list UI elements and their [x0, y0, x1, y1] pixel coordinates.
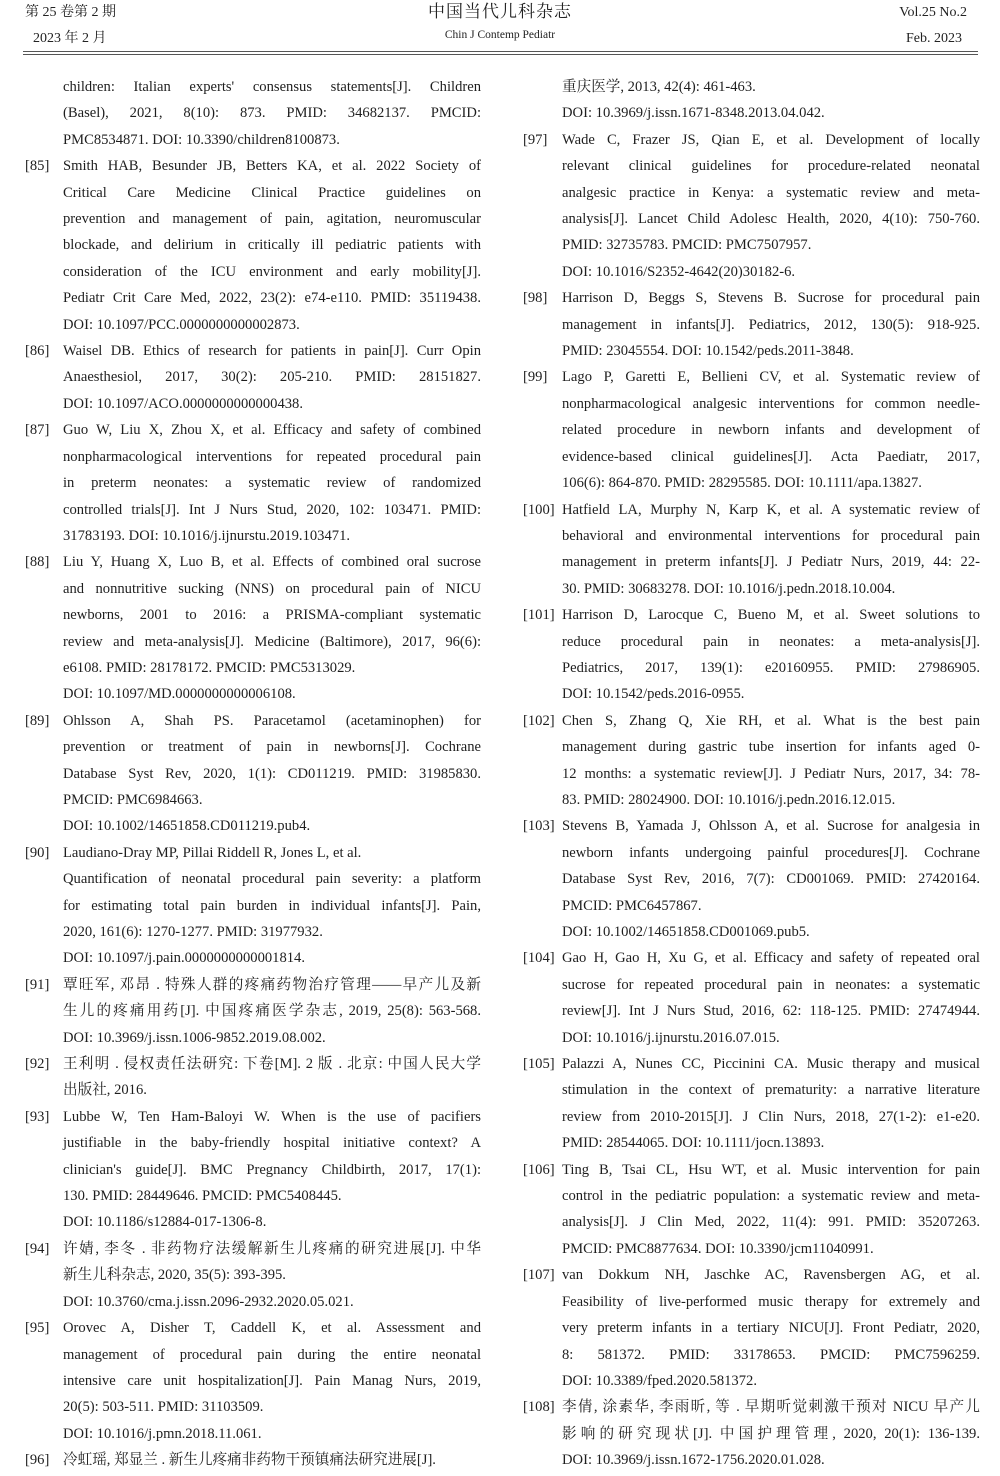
reference-text [562, 364, 980, 496]
reference-line: nonpharmacological interventions for repeated procedural pain [63, 448, 481, 465]
reference-line: DOI: 10.1097/MD.0000000000006108. [63, 686, 296, 703]
reference-number: [95] [25, 1320, 50, 1337]
reference-line: relevant clinical guidelines for procedure-related neonatal [562, 158, 980, 175]
reference-line: DOI: 10.1186/s12884-017-1306-8. [63, 1214, 267, 1231]
reference-line: DOI: 10.1002/14651858.CD011219.pub4. [63, 818, 311, 835]
reference-number: [102] [523, 712, 555, 729]
reference-line: 许婧, 李冬 . 非药物疗法缓解新生儿疼痛的研究进展[J]. 中华 [63, 1240, 481, 1257]
reference-line: newborns, 2001 to 2016: a PRISMA-compliant systematic [63, 607, 481, 624]
reference-text [63, 1236, 481, 1315]
reference-number: [87] [25, 422, 50, 439]
reference-line: DOI: 10.1097/ACO.0000000000000438. [63, 395, 303, 412]
reference-line: 83. PMID: 28024900. DOI: 10.1016/j.pedn.2016.12.015. [562, 791, 896, 808]
reference-line: PMID: 28544065. DOI: 10.1111/jocn.13893. [562, 1135, 825, 1152]
reference-number: [101] [523, 607, 555, 624]
reference-line: Chen S, Zhang Q, Xie RH, et al. What is the best pain [562, 712, 980, 729]
reference-line: Database Syst Rev, 2016, 7(7): CD001069. PMID: 27420164. [562, 871, 980, 888]
reference-column-left [25, 74, 481, 1474]
reference-number: [108] [523, 1399, 555, 1416]
reference-item [25, 1315, 481, 1447]
journal-title-cn: 中国当代儿科杂志 [428, 2, 572, 21]
journal-title-en: Chin J Contemp Pediatr [444, 29, 556, 41]
reference-text [562, 285, 980, 364]
reference-line: 106(6): 864-870. PMID: 28295585. DOI: 10.1111/apa.13827. [562, 475, 922, 492]
reference-line: Orovec A, Disher T, Caddell K, et al. Assessment and [63, 1320, 481, 1337]
reference-line: 20(5): 503-511. PMID: 31103509. [63, 1399, 264, 1416]
reference-line: management in infants[J]. Pediatrics, 2012, 130(5): 918-925. [562, 316, 980, 333]
reference-number: [89] [25, 712, 50, 729]
reference-text [562, 74, 980, 127]
reference-line: evidence-based clinical guidelines[J]. Acta Paediatr, 2017, [562, 448, 980, 465]
reference-line: DOI: 10.1016/j.ijnurstu.2016.07.015. [562, 1029, 780, 1046]
reference-text [562, 945, 980, 1051]
reference-line: DOI: 10.3389/fped.2020.581372. [562, 1372, 757, 1389]
reference-line: Gao H, Gao H, Xu G, et al. Efficacy and safety of repeated oral [562, 950, 980, 967]
reference-text [562, 1394, 980, 1473]
reference-text [63, 417, 481, 549]
reference-line: Pediatrics, 2017, 139(1): e20160955. PMID: 27986905. [562, 659, 980, 676]
reference-line: DOI: 10.3969/j.issn.1672-1756.2020.01.028. [562, 1452, 825, 1469]
reference-line: DOI: 10.1542/peds.2016-0955. [562, 686, 745, 703]
reference-line: Harrison D, Beggs S, Stevens B. Sucrose for procedural pain [562, 290, 980, 307]
reference-item [523, 813, 980, 945]
reference-line: DOI: 10.1016/S2352-4642(20)30182-6. [562, 263, 796, 280]
date-en: Feb. 2023 [906, 31, 962, 46]
reference-line: 新生儿科杂志, 2020, 35(5): 393-395. [63, 1267, 286, 1284]
reference-item [25, 1236, 481, 1315]
reference-text [63, 1315, 481, 1447]
reference-line: in preterm neonates: a systematic review of randomized [63, 475, 481, 492]
reference-text [562, 708, 980, 814]
reference-item [25, 1051, 481, 1104]
reference-item [25, 972, 481, 1051]
reference-text [63, 972, 481, 1051]
reference-line: sucrose for repeated procedural pain in neonates: a systematic [562, 976, 980, 993]
reference-line: blockade, and delirium in critically ill pediatric patients with [63, 237, 481, 254]
reference-line: DOI: 10.1016/j.pmn.2018.11.061. [63, 1425, 262, 1442]
volume-issue-en: Vol.25 No.2 [899, 5, 967, 20]
reference-line: 覃旺军, 邓昂 . 特殊人群的疼痛药物治疗管理——早产儿及新 [63, 976, 481, 993]
reference-line: Ohlsson A, Shah PS. Paracetamol (acetaminophen) for [63, 712, 481, 729]
reference-line: 30. PMID: 30683278. DOI: 10.1016/j.pedn.2018.10.004. [562, 580, 896, 597]
reference-text [562, 1262, 980, 1394]
reference-line: Pediatr Crit Care Med, 2022, 23(2): e74-e110. PMID: 35119438. [63, 290, 481, 307]
reference-line: van Dokkum NH, Jaschke AC, Ravensbergen AG, et al. [562, 1267, 980, 1284]
reference-line: (Basel), 2021, 8(10): 873. PMID: 34682137. PMCID: [63, 105, 481, 122]
reference-line: related procedure in newborn infants and development of [562, 422, 980, 439]
reference-number: [96] [25, 1452, 50, 1469]
reference-column-right [523, 74, 980, 1474]
reference-text [63, 1051, 481, 1104]
reference-line: stimulation in the context of prematurity: a narrative literature [562, 1082, 980, 1099]
reference-line: 重庆医学, 2013, 42(4): 461-463. [562, 79, 756, 95]
reference-line: Waisel DB. Ethics of research for patients in pain[J]. Curr Opin [63, 343, 481, 360]
reference-number: [105] [523, 1056, 555, 1073]
reference-item [25, 840, 481, 972]
reference-line: consideration of the ICU environment and early mobility[J]. [63, 263, 481, 280]
reference-line: PMCID: PMC8877634. DOI: 10.3390/jcm11040991. [562, 1240, 874, 1257]
reference-item [523, 708, 980, 814]
reference-line: Lubbe W, Ten Ham-Baloyi W. When is the use of pacifiers [63, 1108, 481, 1125]
reference-number: [86] [25, 343, 50, 360]
reference-line: Feasibility of live-performed music therapy for extremely and [562, 1293, 980, 1310]
reference-line: DOI: 10.3969/j.issn.1006-9852.2019.08.002. [63, 1029, 326, 1046]
reference-line: management in preterm infants[J]. J Pediatr Nurs, 2019, 44: 22- [562, 554, 980, 571]
reference-item [25, 1447, 481, 1473]
reference-line: Liu Y, Huang X, Luo B, et al. Effects of combined oral sucrose [63, 554, 481, 571]
reference-number: [104] [523, 950, 555, 967]
reference-line: management of procedural pain during the entire neonatal [63, 1346, 481, 1363]
reference-item [523, 1262, 980, 1394]
reference-line: analysis[J]. Lancet Child Adolesc Health, 2020, 4(10): 750-760. [562, 211, 980, 228]
reference-item [523, 945, 980, 1051]
reference-line: DOI: 10.3760/cma.j.issn.2096-2932.2020.05.021. [63, 1293, 354, 1310]
reference-number: [93] [25, 1108, 50, 1125]
reference-text [562, 127, 980, 285]
reference-number: [107] [523, 1267, 555, 1284]
reference-text [63, 74, 481, 153]
reference-line: PMCID: PMC6457867. [562, 897, 702, 914]
reference-text [562, 497, 980, 603]
reference-line: for estimating total pain burden in individual infants[J]. Pain, [63, 897, 481, 914]
reference-line: PMC8534871. DOI: 10.3390/children8100873. [63, 131, 340, 148]
reference-item [523, 364, 980, 496]
reference-text [63, 153, 481, 338]
reference-line: e6108. PMID: 28178172. PMCID: PMC5313029. [63, 659, 356, 676]
reference-number: [103] [523, 818, 555, 835]
reference-line: Database Syst Rev, 2020, 1(1): CD011219. PMID: 31985830. [63, 765, 481, 782]
reference-line: control in the pediatric population: a systematic review and meta- [562, 1188, 980, 1205]
reference-line: review from 2010-2015[J]. J Clin Nurs, 2018, 27(1-2): e1-e20. [562, 1108, 980, 1125]
reference-number: [106] [523, 1161, 555, 1178]
reference-line: prevention and management of pain, agitation, neuromuscular [63, 211, 481, 228]
reference-line: prevention or treatment of pain in newborns[J]. Cochrane [63, 739, 481, 756]
reference-line: DOI: 10.3969/j.issn.1671-8348.2013.04.042. [562, 105, 825, 122]
reference-item [523, 74, 980, 127]
reference-item [25, 74, 481, 153]
reference-text [63, 338, 481, 417]
reference-line: Guo W, Liu X, Zhou X, et al. Efficacy and safety of combined [63, 422, 481, 439]
reference-text [63, 1447, 481, 1473]
reference-item [523, 127, 980, 285]
reference-item [523, 1157, 980, 1263]
reference-number: [94] [25, 1240, 50, 1257]
reference-line: 8: 581372. PMID: 33178653. PMCID: PMC7596259. [562, 1346, 980, 1363]
reference-line: 12 months: a systematic review[J]. J Pediatr Nurs, 2017, 34: 78- [562, 765, 980, 782]
reference-line: nonpharmacological analgesic interventions for common needle- [562, 395, 980, 412]
reference-line: PMCID: PMC6984663. [63, 791, 203, 808]
reference-number: [100] [523, 501, 555, 518]
reference-line: newborn infants undergoing painful procedures[J]. Cochrane [562, 844, 980, 861]
reference-line: 2020, 161(6): 1270-1277. PMID: 31977932. [63, 924, 323, 940]
reference-number: [85] [25, 158, 50, 175]
date-cn: 2023 年 2 月 [33, 31, 107, 46]
reference-number: [98] [523, 290, 548, 307]
reference-line: analysis[J]. J Clin Med, 2022, 11(4): 991. PMID: 35207263. [562, 1214, 980, 1231]
reference-number: [91] [25, 976, 50, 993]
reference-line: management during gastric tube insertion for infants aged 0- [562, 739, 980, 756]
reference-line: 生儿的疼痛用药[J]. 中国疼痛医学杂志, 2019, 25(8): 563-568. [63, 1003, 481, 1020]
header-rule-top [23, 51, 978, 52]
reference-item [523, 497, 980, 603]
reference-line: analgesic practice in Kenya: a systematic review and meta- [562, 184, 980, 201]
reference-line: PMID: 32735783. PMCID: PMC7507957. [562, 237, 812, 254]
reference-line: Anaesthesiol, 2017, 30(2): 205-210. PMID: 28151827. [63, 369, 481, 386]
reference-item [25, 708, 481, 840]
reference-line: 影响的研究现状[J]. 中国护理管理, 2020, 20(1): 136-139. [562, 1425, 980, 1442]
reference-number: [88] [25, 554, 50, 571]
reference-item [25, 417, 481, 549]
reference-item [523, 602, 980, 708]
reference-item [25, 549, 481, 707]
reference-line: DOI: 10.1097/PCC.0000000000002873. [63, 316, 300, 333]
reference-line: PMID: 23045554. DOI: 10.1542/peds.2011-3848. [562, 343, 854, 360]
reference-line: reduce procedural pain in neonates: a meta-analysis[J]. [562, 633, 980, 650]
reference-text [63, 708, 481, 840]
reference-text [63, 1104, 481, 1236]
reference-line: Stevens B, Yamada J, Ohlsson A, et al. Sucrose for analgesia in [562, 818, 980, 835]
reference-line: intensive care unit hospitalization[J]. Pain Manag Nurs, 2019, [63, 1372, 481, 1389]
reference-line: DOI: 10.1002/14651858.CD001069.pub5. [562, 924, 810, 940]
reference-item [523, 1051, 980, 1157]
reference-number: [90] [25, 844, 50, 861]
reference-text [562, 1157, 980, 1263]
reference-line: Critical Care Medicine Clinical Practice guidelines on [63, 184, 481, 201]
reference-line: 李倩, 涂素华, 李雨昕, 等 . 早期听觉刺激干预对 NICU 早产儿 [562, 1399, 980, 1416]
reference-item [523, 285, 980, 364]
reference-line: DOI: 10.1097/j.pain.0000000000001814. [63, 950, 306, 967]
reference-text [562, 813, 980, 945]
reference-number: [92] [25, 1056, 50, 1073]
reference-text [562, 602, 980, 708]
reference-number: [99] [523, 369, 548, 386]
reference-line: justifiable in the baby-friendly hospital initiative context? A [63, 1135, 481, 1152]
volume-issue-cn: 第 25 卷第 2 期 [25, 5, 116, 20]
reference-line: Hatfield LA, Murphy N, Karp K, et al. A systematic review of [562, 501, 980, 518]
header-rule-bottom [23, 54, 978, 55]
reference-line: 冷虹瑶, 郑显兰 . 新生儿疼痛非药物干预镇痛法研究进展[J]. [63, 1452, 436, 1469]
reference-line: Harrison D, Larocque C, Bueno M, et al. Sweet solutions to [562, 607, 980, 624]
reference-text [63, 840, 481, 972]
reference-number: [97] [523, 131, 548, 148]
reference-item [523, 1394, 980, 1473]
reference-line: very preterm infants in a tertiary NICU[J]. Front Pediatr, 2020, [562, 1320, 980, 1337]
reference-item [25, 1104, 481, 1236]
reference-line: and nonnutritive sucking (NNS) on procedural pain of NICU [63, 580, 481, 597]
reference-line: Laudiano-Dray MP, Pillai Riddell R, Jones L, et al. [63, 844, 362, 861]
reference-line: review and meta-analysis[J]. Medicine (Baltimore), 2017, 96(6): [63, 633, 481, 650]
reference-line: Wade C, Frazer JS, Qian E, et al. Development of locally [562, 131, 980, 148]
reference-line: review[J]. Int J Nurs Stud, 2016, 62: 118-125. PMID: 27474944. [562, 1003, 980, 1020]
reference-line: 出版社, 2016. [63, 1082, 147, 1099]
reference-line: Smith HAB, Besunder JB, Betters KA, et al. 2022 Society of [63, 158, 481, 175]
reference-line: Quantification of neonatal procedural pain severity: a platform [63, 871, 481, 888]
reference-line: 130. PMID: 28449646. PMCID: PMC5408445. [63, 1188, 342, 1205]
reference-line: Ting B, Tsai CL, Hsu WT, et al. Music intervention for pain [562, 1161, 980, 1178]
reference-text [63, 549, 481, 707]
reference-text [562, 1051, 980, 1157]
reference-line: 31783193. DOI: 10.1016/j.ijnurstu.2019.103471. [63, 527, 351, 544]
reference-line: 王利明 . 侵权责任法研究: 下卷[M]. 2 版 . 北京: 中国人民大学 [63, 1056, 481, 1073]
reference-line: Lago P, Garetti E, Bellieni CV, et al. Systematic review of [562, 369, 980, 386]
reference-item [25, 338, 481, 417]
reference-item [25, 153, 481, 338]
reference-line: children: Italian experts' consensus statements[J]. Children [63, 79, 481, 95]
reference-line: Palazzi A, Nunes CC, Piccinini CA. Music therapy and musical [562, 1056, 980, 1073]
reference-line: clinician's guide[J]. BMC Pregnancy Childbirth, 2017, 17(1): [63, 1161, 481, 1178]
reference-line: controlled trials[J]. Int J Nurs Stud, 2020, 102: 103471. PMID: [63, 501, 481, 518]
reference-line: behavioral and environmental interventions for procedural pain [562, 527, 980, 544]
